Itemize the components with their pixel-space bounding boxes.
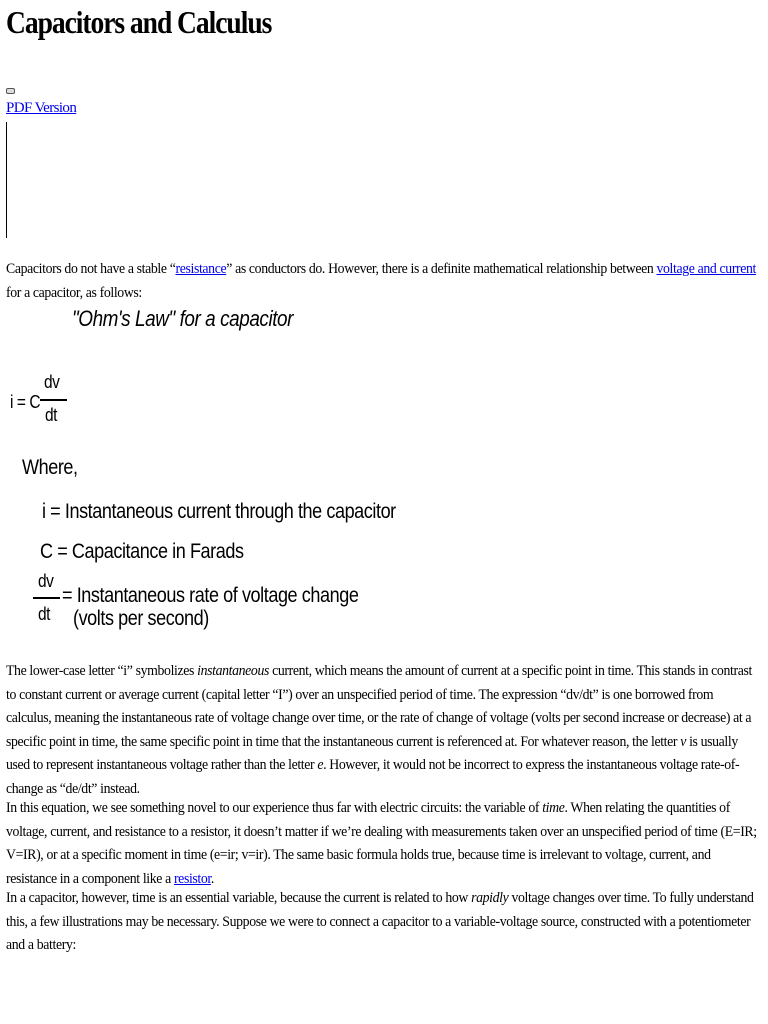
page-title: Capacitors and Calculus xyxy=(6,4,272,40)
para3-emphasis-1: rapidly xyxy=(471,890,509,906)
intro-text-2: ” as conductors do. However, there is a definite mathematical relationship between xyxy=(226,261,657,277)
equation-denominator: dt xyxy=(45,405,58,425)
definition-numerator: dv xyxy=(38,571,54,591)
definition-fraction-bar xyxy=(33,597,60,599)
resistor-link[interactable]: resistor xyxy=(173,870,211,887)
para1-text-4: . However, it would not be incorrect to express the instantaneous voltage rate-of-change as “de/dt” instead. xyxy=(6,757,740,797)
para3-text-2: voltage changes over time. To fully understand this, a few illustrations may be necessary. Suppose we were to connect a capacitor to a variable-voltage source, constructed with a potentiometer and a battery: xyxy=(6,890,754,953)
para1-text-1: The lower-case letter “i” symbolizes xyxy=(6,663,198,679)
where-label: Where, xyxy=(22,456,78,479)
divider-line xyxy=(6,122,7,238)
paragraph-rapidly xyxy=(6,887,760,958)
figure-heading: "Ohm's Law" for a capacitor xyxy=(72,306,294,331)
equation-numerator: dv xyxy=(44,372,60,392)
paragraph-time xyxy=(6,797,760,891)
resistance-link[interactable]: resistance xyxy=(175,261,227,277)
intro-text-1: Capacitors do not have a stable “ xyxy=(6,261,176,277)
definition-i: i = Instantaneous current through the capacitor xyxy=(42,500,396,523)
definition-denominator: dt xyxy=(38,604,51,624)
para2-text-2: . When relating the quantities of voltage, current, and resistance to a resistor, it doesn’t matter if we’re dealing with measurements taken over an unspecified period of time (E=IR; V=IR), or at a specific moment in time (e=ir; v=ir). The same basic formula holds true, because time is irrelevant to voltage, current, and resistance in a component like a xyxy=(6,800,757,887)
definition-c: C = Capacitance in Farads xyxy=(40,540,244,563)
equation-lhs: i = C xyxy=(10,392,41,412)
para3-text-1: In a capacitor, however, time is an essential variable, because the current is related to how xyxy=(6,890,472,906)
para1-emphasis-1: instantaneous xyxy=(197,663,269,679)
intro-text-3: for a capacitor, as follows: xyxy=(6,284,142,301)
para1-text-2: current, which means the amount of current at a specific point in time. This stands in contrast to constant current or average current (capital letter “I”) over an unspecified period of time. The expression “dv/dt” is one borrowed from calculus, meaning the instantaneous rate of voltage change over time, or the rate of change of voltage (volts per second increase or decrease) at a specific point in time, the same specific point in time that the instantaneous current is referenced at. For whatever reason, the letter xyxy=(6,663,752,750)
definition-rate-units: (volts per second) xyxy=(73,607,209,630)
equation-fraction-bar xyxy=(40,399,67,401)
toggle-button[interactable] xyxy=(6,88,15,94)
para2-text-1: In this equation, we see something novel to our experience thus far with electric circuits: the variable of xyxy=(6,800,543,816)
para2-emphasis-1: time xyxy=(542,800,565,816)
para1-emphasis-3: e xyxy=(317,757,324,773)
voltage-current-link[interactable]: voltage and current xyxy=(656,261,757,277)
para2-text-3: . xyxy=(210,870,214,887)
intro-paragraph xyxy=(6,258,760,305)
pdf-version-link[interactable]: PDF Version xyxy=(6,100,77,116)
para1-emphasis-2: v xyxy=(680,733,686,750)
definition-rate: = Instantaneous rate of voltage change xyxy=(62,584,359,607)
paragraph-instantaneous xyxy=(6,660,760,801)
para1-text-3: is usually used to represent instantaneous voltage rather than the letter xyxy=(6,733,738,773)
